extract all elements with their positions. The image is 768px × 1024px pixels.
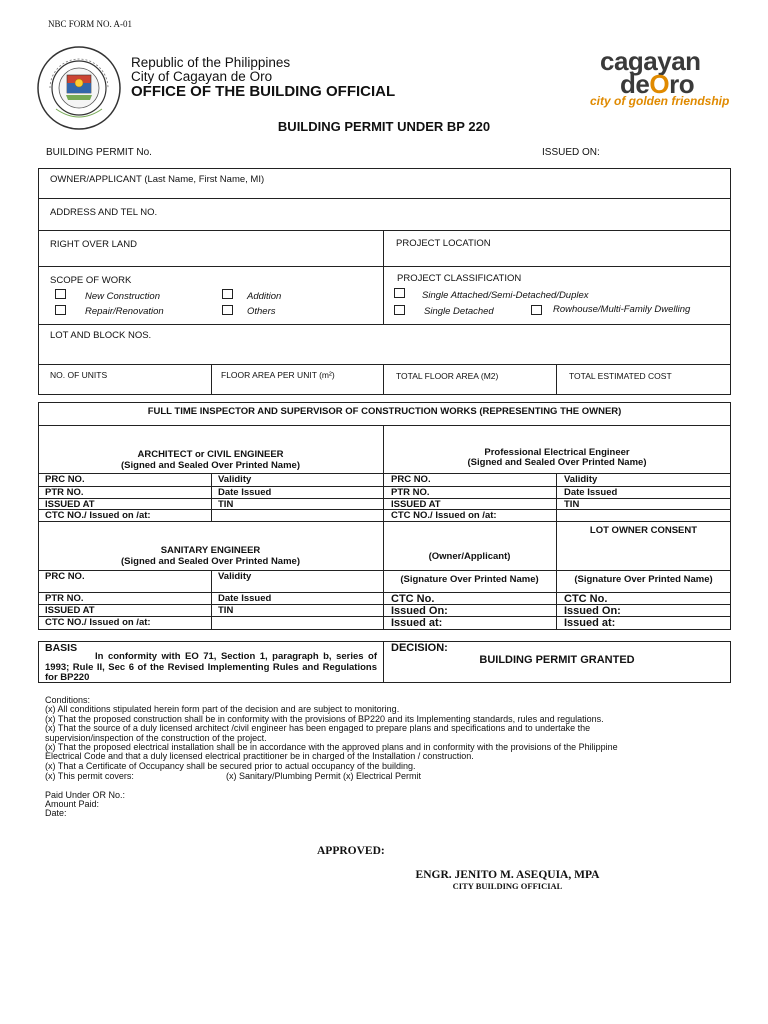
floor-area-unit-field[interactable]: FLOOR AREA PER UNIT (m²) [221, 370, 335, 380]
label-addition: Addition [247, 291, 282, 302]
condition-line: (x) That the source of a duly licensed architect /civil engineer has been engaged to prepare plans and specifications and to undertake the [45, 723, 591, 734]
header-republic: Republic of the Philippines [131, 55, 291, 70]
label-single-attached: Single Attached/Semi-Detached/Duplex [422, 290, 589, 301]
payment-date[interactable]: Date: [45, 808, 67, 818]
condition-line: (x) All conditions stipulated herein form part of the decision and are subject to monitoring. [45, 704, 400, 715]
arch-ptr-no[interactable]: PTR NO. [45, 487, 84, 498]
issued-on-label: ISSUED ON: [542, 147, 600, 158]
condition-line: (x) That a Certificate of Occupancy shall be secured prior to actual occupancy of the building. [45, 760, 416, 771]
project-location-field[interactable]: PROJECT LOCATION [396, 238, 491, 249]
scope-of-work-label: SCOPE OF WORK [50, 275, 132, 286]
arch-ctc[interactable]: CTC NO./ Issued on /at: [45, 510, 151, 521]
total-floor-area-field[interactable]: TOTAL FLOOR AREA (M2) [396, 371, 499, 381]
owner-applicant-label: (Owner/Applicant) [428, 551, 511, 562]
header-office: OFFICE OF THE BUILDING OFFICIAL [131, 83, 396, 100]
electrical-title: Professional Electrical Engineer [484, 447, 630, 458]
arch-validity[interactable]: Validity [218, 474, 252, 485]
elec-prc-no[interactable]: PRC NO. [391, 474, 431, 485]
elec-ctc[interactable]: CTC NO./ Issued on /at: [391, 510, 497, 521]
lot-owner-consent-title: LOT OWNER CONSENT [589, 525, 698, 536]
sanitary-signed: (Signed and Sealed Over Printed Name) [121, 556, 300, 567]
electrical-signed: (Signed and Sealed Over Printed Name) [467, 457, 647, 468]
label-new-construction: New Construction [85, 291, 160, 302]
label-single-detached: Single Detached [424, 306, 494, 317]
architect-title: ARCHITECT or CIVIL ENGINEER [137, 449, 284, 460]
san-date-issued[interactable]: Date Issued [218, 593, 272, 604]
logo-word-cagayan: cagayan [600, 46, 701, 76]
basis-text: In conformity with EO 71, Section 1, paragraph b, series of 1993; Rule II, Sec 6 of the Revised Implementing Rules and Regulations for BP220 [45, 651, 377, 683]
logo-de: de [620, 69, 650, 99]
san-validity[interactable]: Validity [218, 571, 252, 582]
lot-owner-issued-on[interactable]: Issued On: [564, 605, 621, 617]
owner-issued-at[interactable]: Issued at: [391, 617, 443, 629]
san-tin[interactable]: TIN [218, 605, 234, 616]
checkbox-new-construction[interactable] [55, 289, 66, 299]
checkbox-single-attached[interactable] [394, 288, 405, 298]
decision-label: DECISION: [391, 642, 448, 654]
logo-ro: ro [669, 69, 695, 99]
owner-field[interactable]: OWNER/APPLICANT (Last Name, First Name, MI) [50, 174, 265, 185]
decision-text: BUILDING PERMIT GRANTED [479, 654, 635, 666]
right-over-land-field[interactable]: RIGHT OVER LAND [50, 239, 137, 250]
project-classification-label: PROJECT CLASSIFICATION [397, 273, 522, 284]
checkbox-others[interactable] [222, 305, 233, 315]
checkbox-single-detached[interactable] [394, 305, 405, 315]
total-cost-field[interactable]: TOTAL ESTIMATED COST [569, 371, 672, 381]
elec-issued-at[interactable]: ISSUED AT [391, 499, 441, 510]
official-name: ENGR. JENITO M. ASEQUIA, MPA [415, 869, 600, 881]
condition-line: (x) That the proposed electrical installation shall be in accordance with the approved plans and in conformity with the provisions of the Philippine [45, 742, 618, 753]
san-prc-no[interactable]: PRC NO. [45, 571, 85, 582]
permit-covers-label: (x) This permit covers: [45, 771, 134, 781]
permit-no-label: BUILDING PERMIT No. [46, 147, 152, 158]
units-field[interactable]: NO. OF UNITS [50, 370, 108, 380]
elec-ptr-no[interactable]: PTR NO. [391, 487, 430, 498]
condition-line: Conditions: [45, 695, 91, 705]
sanitary-title: SANITARY ENGINEER [160, 545, 261, 556]
checkbox-repair[interactable] [55, 305, 66, 315]
lot-owner-signature-label[interactable]: (Signature Over Printed Name) [574, 574, 713, 585]
checkbox-rowhouse[interactable] [531, 305, 542, 315]
official-title: CITY BUILDING OFFICIAL [452, 881, 563, 891]
cagayan-de-oro-logo [590, 46, 750, 112]
address-field[interactable]: ADDRESS AND TEL NO. [50, 207, 158, 218]
arch-date-issued[interactable]: Date Issued [218, 487, 272, 498]
condition-line: supervision/inspection of the construction of the project. [45, 732, 267, 743]
condition-line: Electrical Code and that a duly licensed electrical practitioner be in charged of the Installation / construction. [45, 751, 474, 762]
lot-owner-issued-at[interactable]: Issued at: [564, 617, 616, 629]
approved-label: APPROVED: [317, 845, 385, 857]
label-others: Others [247, 306, 276, 317]
paid-under-or[interactable]: Paid Under OR No.: [45, 790, 126, 800]
header-city: City of Cagayan de Oro [131, 69, 273, 84]
page-title: BUILDING PERMIT UNDER BP 220 [277, 119, 491, 134]
san-ctc[interactable]: CTC NO./ Issued on /at: [45, 617, 151, 628]
label-rowhouse: Rowhouse/Multi-Family Dwelling [553, 304, 691, 315]
owner-signature-label[interactable]: (Signature Over Printed Name) [400, 574, 539, 585]
basis-label: BASIS [45, 642, 78, 654]
elec-tin[interactable]: TIN [564, 499, 580, 510]
logo-o: O [649, 69, 670, 99]
permit-covers-items: (x) Sanitary/Plumbing Permit (x) Electrical Permit [226, 771, 422, 781]
applicant-table [38, 168, 731, 395]
condition-line: (x) That the proposed construction shall be in conformity with the provisions of BP220 and its Implementing standards, rules and regulations. [45, 713, 604, 724]
logo-tagline: city of golden friendship [590, 94, 730, 108]
lot-owner-ctc-no[interactable]: CTC No. [564, 593, 608, 605]
san-ptr-no[interactable]: PTR NO. [45, 593, 84, 604]
arch-tin[interactable]: TIN [218, 499, 234, 510]
amount-paid[interactable]: Amount Paid: [45, 799, 100, 809]
architect-signed: (Signed and Sealed Over Printed Name) [121, 460, 300, 471]
san-issued-at[interactable]: ISSUED AT [45, 605, 95, 616]
form-number: NBC FORM NO. A-01 [48, 19, 133, 29]
lot-block-field[interactable]: LOT AND BLOCK NOS. [50, 330, 152, 341]
checkbox-addition[interactable] [222, 289, 233, 299]
elec-date-issued[interactable]: Date Issued [564, 487, 618, 498]
owner-issued-on[interactable]: Issued On: [391, 605, 448, 617]
elec-validity[interactable]: Validity [564, 474, 598, 485]
inspector-heading: FULL TIME INSPECTOR AND SUPERVISOR OF CONSTRUCTION WORKS (REPRESENTING THE OWNER) [147, 406, 622, 417]
label-repair: Repair/Renovation [85, 306, 164, 317]
conditions-block [45, 696, 735, 771]
owner-ctc-no[interactable]: CTC No. [391, 593, 435, 605]
arch-issued-at[interactable]: ISSUED AT [45, 499, 95, 510]
arch-prc-no[interactable]: PRC NO. [45, 474, 85, 485]
